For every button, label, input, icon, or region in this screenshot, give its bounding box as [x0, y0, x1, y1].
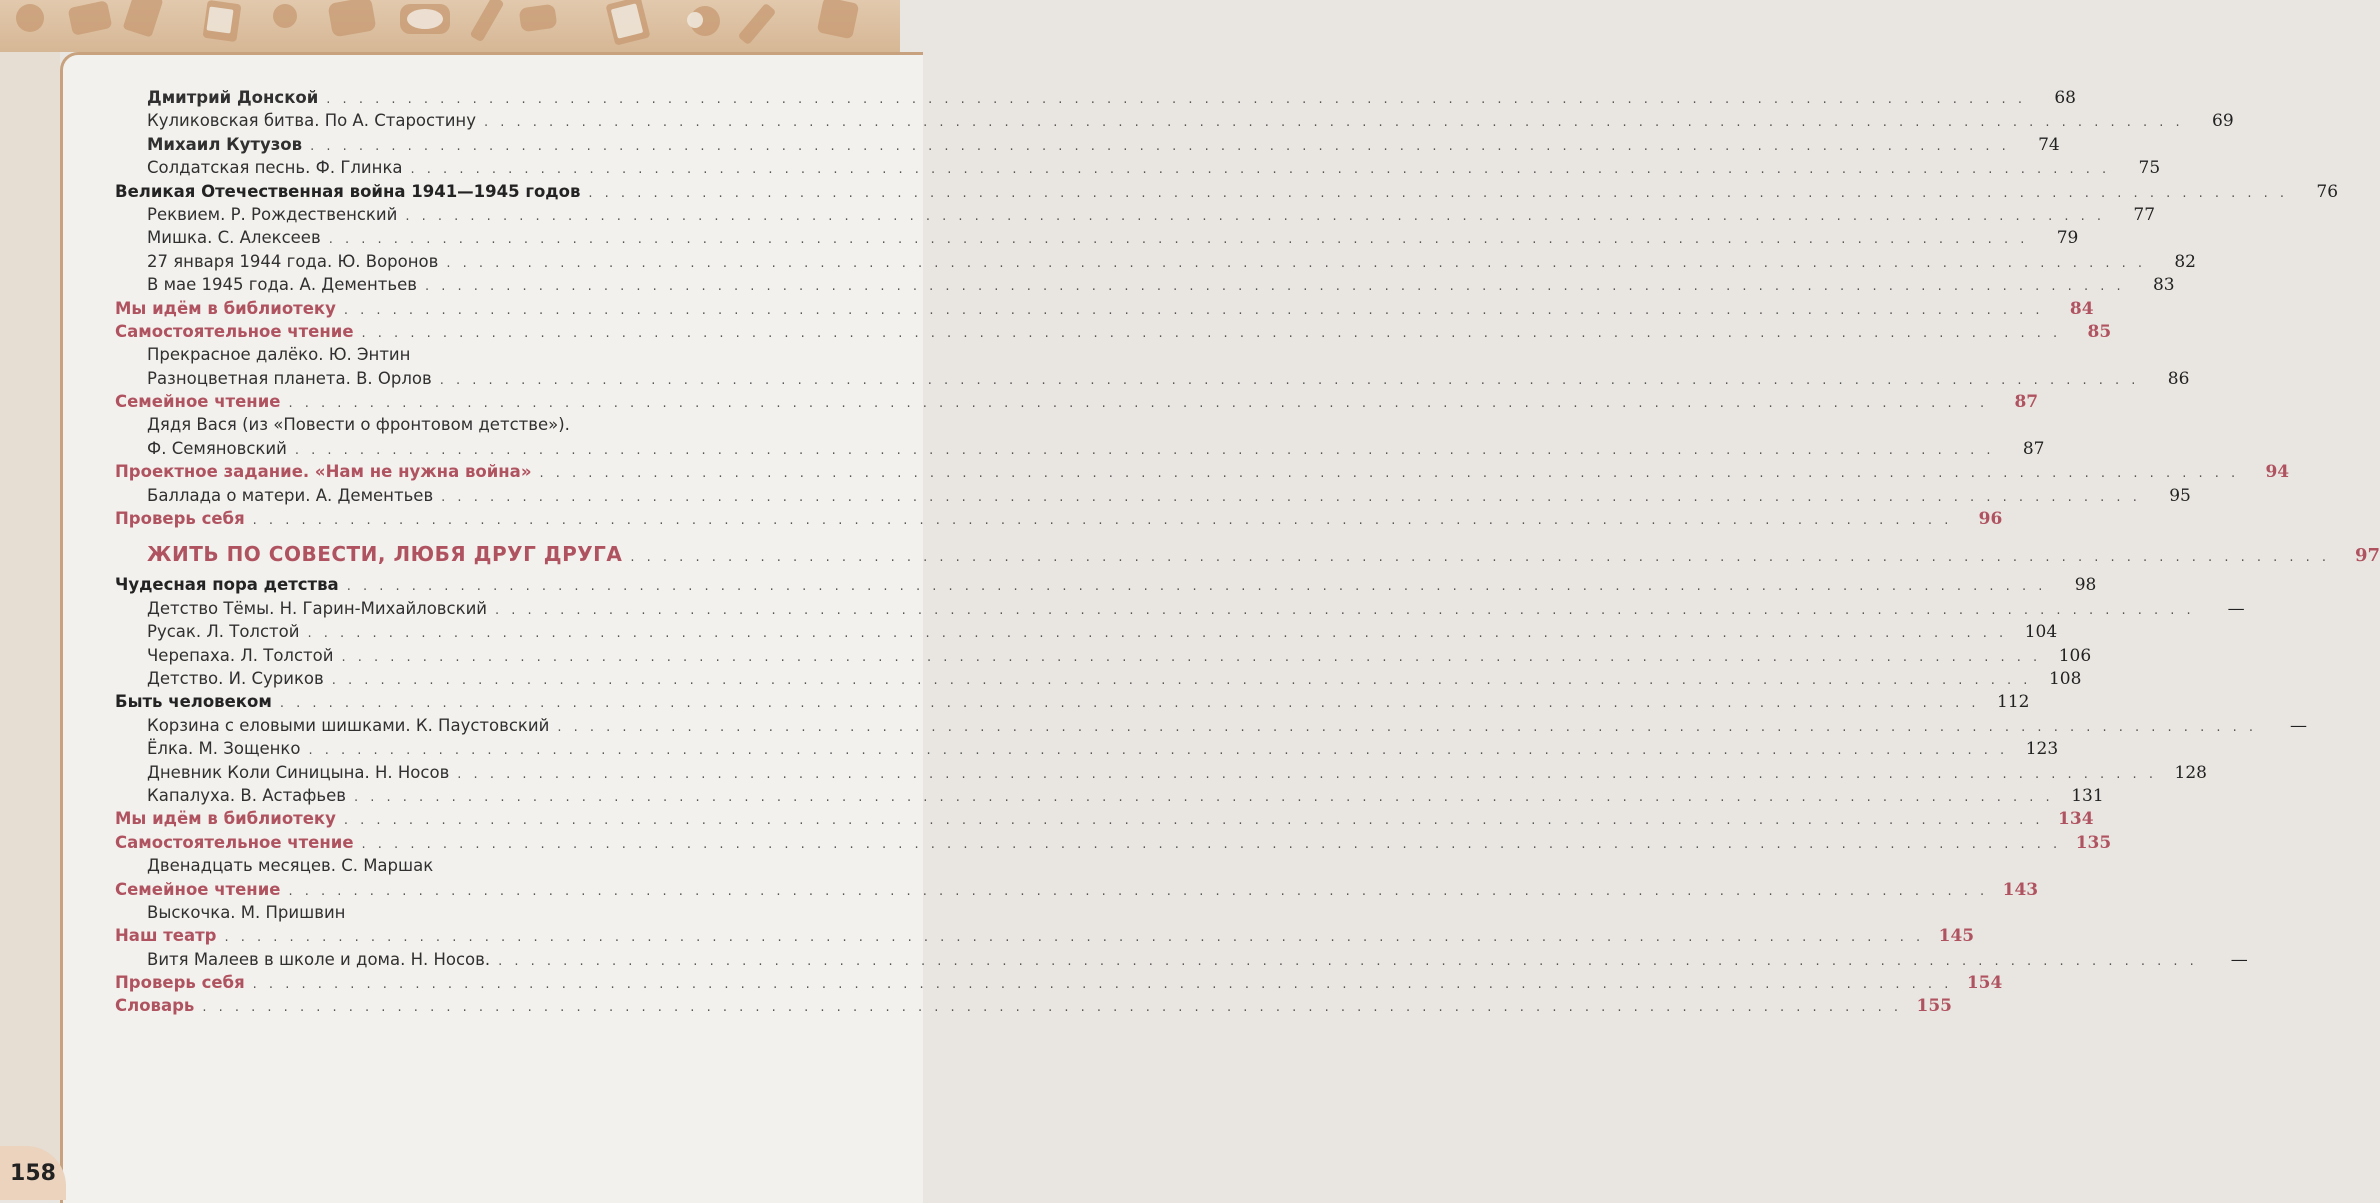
- toc-entry-title: Выскочка. М. Пришвин: [147, 902, 346, 922]
- toc-entry-family2: [115, 878, 2039, 901]
- toc-entry-title: Мы идём в библиотеку: [115, 809, 336, 829]
- dot-leader: [224, 926, 1924, 949]
- toc-entry-page: 145: [1938, 926, 1975, 947]
- toc-entry-check1: [115, 507, 2003, 530]
- toc-entry-title: Черепаха. Л. Толстой: [147, 645, 334, 665]
- toc-entry-page: 87: [2022, 438, 2045, 459]
- toc-entry-months: [115, 854, 909, 877]
- toc-entry-page: 112: [1997, 692, 2030, 713]
- dot-leader: [446, 252, 2146, 275]
- toc-entry-tyoma: [115, 597, 2245, 620]
- toc-entry-title: Прекрасное далёко. Ю. Энтин: [147, 345, 411, 365]
- dot-leader: [457, 763, 2157, 786]
- toc-entry-dalyoko: [115, 343, 909, 366]
- dot-leader: [411, 158, 2111, 181]
- toc-entry-page: 154: [1966, 973, 2003, 994]
- toc-entry-title: Наш театр: [115, 926, 217, 946]
- left-margin-strip: [0, 52, 60, 1200]
- toc-entry-selfread1: [115, 320, 2112, 343]
- toc-entry-page: 106: [2058, 645, 2092, 666]
- toc-entry-title: Мы идём в библиотеку: [115, 298, 336, 318]
- toc-entry-title: Капалуха. В. Астафьев: [147, 785, 346, 805]
- toc-entry-conscience: [115, 536, 2380, 572]
- toc-entry-library2: [115, 807, 2094, 830]
- dot-leader: [440, 369, 2140, 392]
- toc-entry-title: Проверь себя: [115, 973, 245, 993]
- dot-leader: [295, 439, 1995, 462]
- toc-entry-title: Баллада о матери. А. Дементьев: [147, 485, 434, 505]
- toc-entry-page: 134: [2058, 809, 2094, 830]
- toc-entry-page: 68: [2054, 88, 2076, 108]
- dot-leader: [202, 996, 1902, 1019]
- toc-entry-title: Разноцветная планета. В. Орлов: [147, 368, 432, 388]
- toc-entry-theatre: [115, 924, 1975, 947]
- toc-entry-title: Корзина с еловыми шишками. К. Паустовский: [147, 715, 550, 735]
- toc-entry-turtle: [115, 644, 2092, 667]
- toc-entry-title: Детство Тёмы. Н. Гарин-Михайловский: [147, 598, 488, 618]
- toc-entry-page: 87: [2014, 392, 2039, 413]
- toc-entry-page: 131: [2071, 785, 2104, 806]
- page-number: 158: [0, 1146, 66, 1200]
- dot-leader: [354, 786, 2054, 809]
- dot-leader: [310, 135, 2010, 158]
- toc-entry-kutuzov: [115, 133, 2060, 156]
- toc-entry-page: 79: [2056, 228, 2079, 249]
- toc-entry-yolka: [115, 737, 2059, 760]
- toc-entry-page: —: [2290, 715, 2307, 736]
- toc-entry-title: Семейное чтение: [115, 879, 281, 899]
- toc-entry-title: Русак. Л. Толстой: [147, 622, 300, 642]
- toc-entry-mishka: [115, 226, 2079, 249]
- toc-entry-page: 74: [2038, 134, 2060, 155]
- decorative-header-band: [0, 0, 900, 52]
- toc-entry-page: 143: [2002, 879, 2039, 900]
- toc-entry-kulikovo: [115, 109, 2234, 132]
- dot-leader: [588, 182, 2288, 205]
- toc-entry-page: 128: [2174, 762, 2207, 783]
- toc-entry-title: Дмитрий Донской: [147, 88, 319, 107]
- toc-entry-selfread2: [115, 831, 2112, 854]
- toc-entry-title: Мишка. С. Алексеев: [147, 228, 321, 248]
- toc-entry-title: Витя Малеев в школе и дома. Н. Носов.: [147, 949, 491, 969]
- dot-leader: [332, 669, 2032, 692]
- toc-entry-title: Самостоятельное чтение: [115, 832, 354, 852]
- toc-entry-title: Проверь себя: [115, 509, 245, 529]
- toc-entry-page: 104: [2024, 622, 2058, 643]
- toc-entry-title: ЖИТЬ ПО СОВЕСТИ, ЛЮБЯ ДРУГ ДРУГА: [147, 542, 623, 567]
- toc-entry-kapalukha: [115, 784, 2104, 807]
- toc-entry-page: 83: [2152, 275, 2175, 296]
- dot-leader: [341, 646, 2041, 669]
- toc-entry-title: Дневник Коли Синицына. Н. Носов: [147, 762, 450, 782]
- toc-entry-page: 85: [2087, 321, 2112, 342]
- dot-leader: [484, 111, 2184, 134]
- dot-leader: [405, 205, 2105, 228]
- dot-leader: [362, 322, 2062, 345]
- toc-entry-title: Куликовская битва. По А. Старостину: [147, 111, 476, 131]
- toc-entry-library1: [115, 297, 2094, 320]
- dot-leader: [557, 716, 2257, 739]
- toc-entry-page: 69: [2212, 111, 2234, 132]
- toc-entry-page: 86: [2167, 368, 2190, 389]
- toc-entry-title: Двенадцать месяцев. С. Маршак: [147, 856, 434, 876]
- toc-entry-title: Детство. И. Суриков: [147, 668, 324, 688]
- dot-leader: [288, 392, 1988, 415]
- toc-entry-page: 96: [1978, 509, 2003, 530]
- dot-leader: [308, 739, 2008, 762]
- toc-entry-soldier-song: [115, 156, 2161, 179]
- toc-entry-vyskochka: [115, 901, 909, 924]
- toc-entry-diary: [115, 761, 2207, 784]
- toc-entry-page: 75: [2138, 158, 2161, 179]
- dot-leader: [347, 575, 2047, 598]
- dot-leader: [307, 622, 2007, 645]
- toc-entry-title: Дядя Вася (из «Повести о фронтовом детстве»).: [147, 415, 570, 435]
- toc-entry-requiem: [115, 203, 2156, 226]
- toc-entry-detstvo: [115, 667, 2082, 690]
- toc-entry-family1: [115, 390, 2039, 413]
- toc-entry-vitya: [115, 948, 2248, 971]
- toc-entry-title: Словарь: [115, 996, 195, 1016]
- toc-entry-title: 27 января 1944 года. Ю. Воронов: [147, 251, 439, 271]
- toc-entry-page: 95: [2169, 485, 2191, 506]
- dot-leader: [539, 462, 2239, 485]
- dot-leader: [498, 950, 2198, 973]
- toc-entry-page: 135: [2075, 832, 2112, 853]
- toc-entry-title: Чудесная пора детства: [115, 575, 339, 595]
- toc-entry-page: 97: [2354, 545, 2380, 567]
- toc-entry-page: 123: [2025, 739, 2059, 760]
- toc-entry-vasya1: [115, 413, 909, 436]
- toc-entry-page: —: [2230, 949, 2248, 970]
- toc-entry-page: 98: [2074, 575, 2097, 596]
- toc-entry-human: [115, 690, 2030, 713]
- dot-leader: [362, 833, 2062, 856]
- toc-entry-title: Проектное задание. «Нам не нужна война»: [115, 462, 532, 482]
- toc-entry-jan1944: [115, 250, 2196, 273]
- dot-leader: [425, 275, 2125, 298]
- toc-entry-page: 155: [1916, 996, 1953, 1017]
- toc-entry-title: В мае 1945 года. А. Дементьев: [147, 275, 417, 295]
- toc-entry-title: Ф. Семяновский: [147, 438, 287, 458]
- dot-leader: [630, 540, 2330, 576]
- toc-entry-page: 76: [2316, 181, 2339, 202]
- toc-entry-title: Солдатская песнь. Ф. Глинка: [147, 158, 403, 178]
- toc-entry-basket: [115, 714, 2307, 737]
- dot-leader: [253, 509, 1953, 532]
- toc-entry-planet: [115, 367, 2190, 390]
- dot-leader: [288, 880, 1988, 903]
- toc-entry-dictionary: [115, 994, 1953, 1017]
- school-supplies-illustration: [0, 0, 900, 52]
- toc-entry-ballad: [115, 484, 2191, 507]
- toc-entry-vasya2: [115, 437, 2045, 460]
- toc-entry-rusak: [115, 620, 2058, 643]
- dot-leader: [253, 973, 1953, 996]
- dot-leader: [441, 486, 2141, 509]
- toc-entry-title: Ёлка. М. Зощенко: [147, 739, 301, 759]
- toc-entry-check2: [115, 971, 2003, 994]
- toc-entry-title: Семейное чтение: [115, 392, 281, 412]
- table-of-contents: [115, 86, 2380, 1018]
- toc-entry-title: Михаил Кутузов: [147, 134, 303, 154]
- dot-leader: [280, 692, 1980, 715]
- toc-entry-title: Реквием. Р. Рождественский: [147, 204, 398, 224]
- dot-leader: [495, 599, 2195, 622]
- toc-entry-page: —: [2227, 598, 2245, 619]
- toc-entry-page: 82: [2174, 251, 2196, 272]
- toc-entry-page: 77: [2133, 204, 2156, 225]
- toc-entry-title: Самостоятельное чтение: [115, 321, 354, 341]
- dot-leader: [344, 809, 2044, 832]
- toc-entry-title: Великая Отечественная война 1941—1945 годов: [115, 181, 581, 201]
- toc-entry-title: Быть человеком: [115, 692, 272, 712]
- toc-entry-may1945: [115, 273, 2175, 296]
- toc-entry-page: 108: [2048, 668, 2082, 689]
- toc-entry-great-war: [115, 180, 2339, 203]
- toc-entry-page: 84: [2069, 298, 2094, 319]
- dot-leader: [329, 228, 2029, 251]
- toc-entry-page: 94: [2265, 462, 2290, 483]
- toc-entry-childhood: [115, 573, 2097, 596]
- toc-entry-project: [115, 460, 2290, 483]
- dot-leader: [344, 299, 2044, 322]
- dot-leader: [326, 88, 2026, 111]
- toc-entry-donskoy: [115, 86, 2076, 109]
